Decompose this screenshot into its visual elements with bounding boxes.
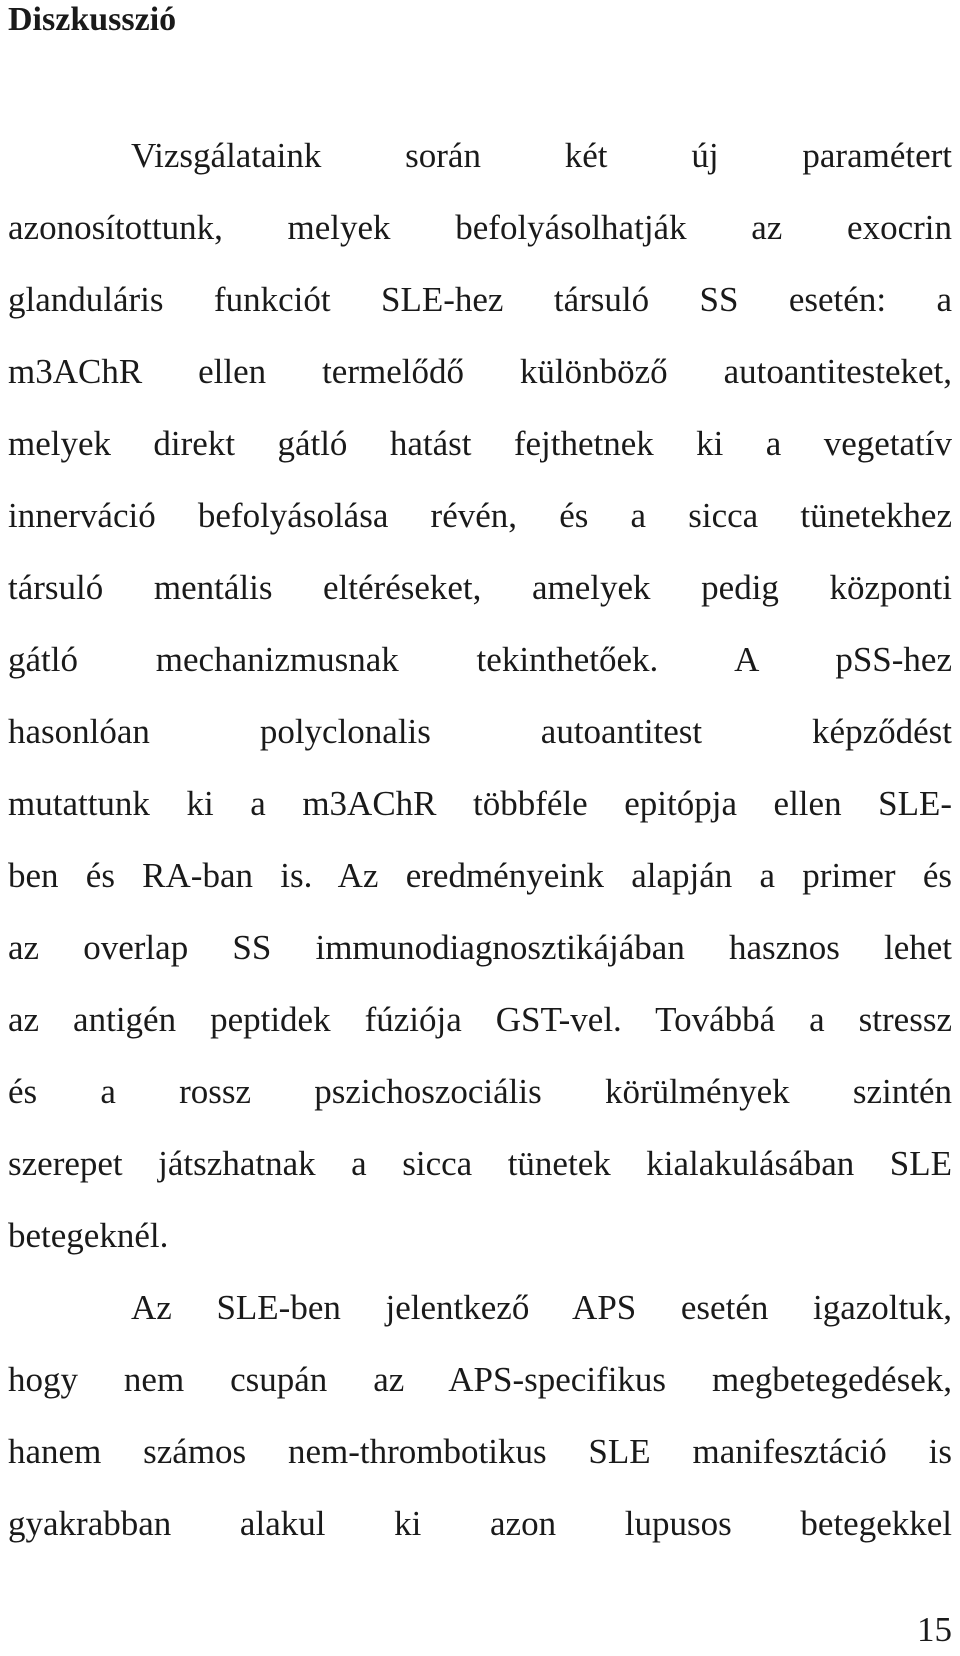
text-line: mutattunk ki a m3AChR többféle epitópja ellen SLE- <box>8 784 952 823</box>
text-line: Vizsgálataink során két új paramétert <box>131 136 952 175</box>
page-number: 15 <box>917 1610 952 1649</box>
text-line: társuló mentális eltéréseket, amelyek pedig központi <box>8 568 952 607</box>
text-line: az antigén peptidek fúziója GST-vel. Továbbá a stressz <box>8 1000 952 1039</box>
text-line: szerepet játszhatnak a sicca tünetek kialakulásában SLE <box>8 1144 952 1183</box>
text-line: gátló mechanizmusnak tekinthetőek. A pSS-hez <box>8 640 952 679</box>
text-line: melyek direkt gátló hatást fejthetnek ki a vegetatív <box>8 424 952 463</box>
text-line: és a rossz pszichoszociális körülmények szintén <box>8 1072 952 1111</box>
text-line: gyakrabban alakul ki azon lupusos betegekkel <box>8 1504 952 1543</box>
section-heading: Diszkusszió <box>8 1 177 38</box>
text-line: az overlap SS immunodiagnosztikájában hasznos lehet <box>8 928 952 967</box>
text-line: hogy nem csupán az APS-specifikus megbetegedések, <box>8 1360 952 1399</box>
text-line: m3AChR ellen termelődő különböző autoantitesteket, <box>8 352 952 391</box>
text-line: innerváció befolyásolása révén, és a sicca tünetekhez <box>8 496 952 535</box>
text-line: betegeknél. <box>8 1216 169 1255</box>
text-line: Az SLE-ben jelentkező APS esetén igazoltuk, <box>131 1288 952 1327</box>
text-line: azonosítottunk, melyek befolyásolhatják az exocrin <box>8 208 952 247</box>
text-line: hanem számos nem-thrombotikus SLE manifesztáció is <box>8 1432 952 1471</box>
text-line: hasonlóan polyclonalis autoantitest képződést <box>8 712 952 751</box>
text-line: glanduláris funkciót SLE-hez társuló SS esetén: a <box>8 280 952 319</box>
text-line: ben és RA-ban is. Az eredményeink alapján a primer és <box>8 856 952 895</box>
